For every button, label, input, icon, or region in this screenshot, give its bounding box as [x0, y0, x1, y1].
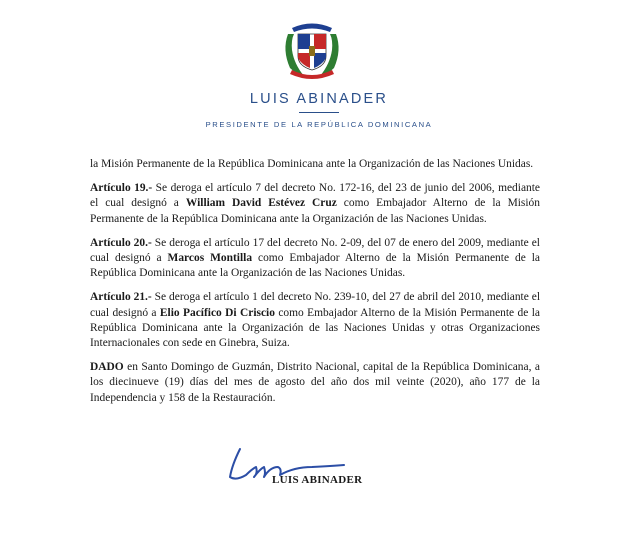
paragraph-article-19: Artículo 19.- Se deroga el artículo 7 del decreto No. 172-16, del 23 de junio del 2006, mediante el cual designó a William David Estévez Cruz como Embajador Alterno de la Misión Permanente de la República Dominicana ante la Organización de las Naciones Unidas.	[90, 182, 540, 225]
article-21-name: Elio Pacífico Di Criscio	[159, 306, 275, 319]
signer-name: LUIS ABINADER	[272, 474, 363, 486]
decree-body	[90, 157, 540, 415]
paragraph-article-20: Artículo 20.- Se deroga el artículo 17 del decreto No. 2-09, del 07 de enero del 2009, mediante el cual designó a Marcos Montilla como Embajador Alterno de la Misión Permanente de la República Dominicana ante la Organización de las Naciones Unidas.	[90, 236, 540, 280]
article-21-label: Artículo 21.-	[90, 291, 152, 304]
article-19-label: Artículo 19.-	[90, 182, 153, 195]
coat-of-arms-icon	[278, 20, 346, 84]
header-title: PRESIDENTE DE LA REPÚBLICA DOMINICANA	[205, 120, 433, 129]
paragraph-continuation: la Misión Permanente de la República Dominicana ante la Organización de las Naciones Unidas.	[90, 158, 534, 170]
paragraph-dado: DADO en Santo Domingo de Guzmán, Distrito Nacional, capital de la República Dominicana, a los diecinueve (19) días del mes de agosto del año dos mil veinte (2020), año 177 de la Independencia y 158 de la Restauración.	[90, 361, 540, 404]
article-19-name: William David Estévez Cruz	[185, 197, 337, 210]
article-20-label: Artículo 20.-	[90, 236, 152, 249]
header-name: LUIS ABINADER	[249, 91, 389, 107]
paragraph-article-21: Artículo 21.- Se deroga el artículo 1 del decreto No. 239-10, del 27 de abril del 2010, mediante el cual designó a Elio Pacífico Di Criscio como Embajador Alterno de la Misión Permanente de la República Dominicana ante la Organización de las Naciones Unidas y otras Organizaciones Internacionales con sede en Ginebra, Suiza.	[90, 291, 541, 350]
header-divider	[299, 112, 339, 113]
dado-label: DADO	[90, 361, 124, 374]
article-20-name: Marcos Montilla	[167, 252, 253, 265]
